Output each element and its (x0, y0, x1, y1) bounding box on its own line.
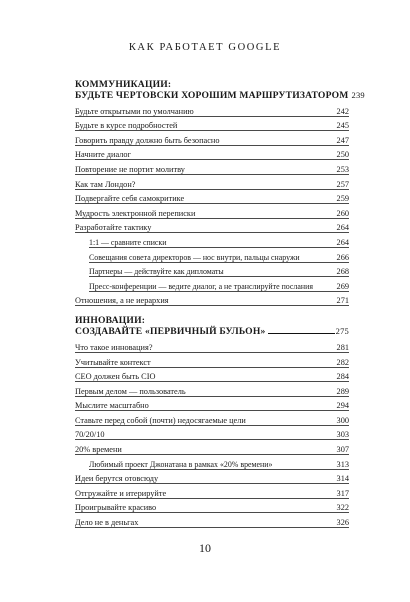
entry-page-number: 250 (336, 150, 349, 160)
entry-page-number: 245 (336, 121, 349, 131)
entry-page-number: 313 (336, 459, 349, 469)
entry-page-number: 314 (336, 474, 349, 484)
entry-title: Учитывайте контекст (75, 357, 151, 367)
entry-title: Совещания совета директоров — нос внутри, пальцы снаружи (89, 252, 300, 262)
entry-page-number: 284 (336, 372, 349, 382)
entry-title: Первым делом — пользователь (75, 386, 186, 396)
entry-title: Ставьте перед собой (почти) недосягаемые цели (75, 415, 246, 425)
entry-title: Пресс-конференции — ведите диалог, а не транслируйте послания (89, 281, 313, 291)
entry-title: Проигрывайте красиво (75, 503, 157, 513)
entry-title: 1:1 — сравните списки (89, 237, 167, 247)
entry-page-number: 266 (336, 252, 349, 262)
toc-entry (75, 292, 349, 307)
toc-entry (75, 499, 349, 514)
toc-entry (75, 338, 349, 353)
entry-page-number: 264 (336, 223, 349, 233)
entry-page-number: 294 (336, 401, 349, 411)
toc-entry (75, 368, 349, 383)
entry-title: Разработайте тактику (75, 223, 152, 233)
leader-rule (268, 333, 335, 334)
entry-page-number: 242 (336, 106, 349, 116)
toc-entry (75, 440, 349, 455)
section-title-line1: ИННОВАЦИИ: (75, 315, 146, 327)
toc-subentry (75, 263, 349, 278)
section-title-line2: СОЗДАВАЙТЕ «ПЕРВИЧНЫЙ БУЛЬОН» (75, 326, 266, 338)
toc-entry (75, 382, 349, 397)
entry-page-number: 257 (336, 179, 349, 189)
toc-entry (75, 204, 349, 219)
entry-page-number: 322 (336, 503, 349, 513)
entry-page-number: 281 (336, 342, 349, 352)
entry-page-number: 300 (336, 415, 349, 425)
page-number: 10 (199, 541, 211, 555)
entry-page-number: 269 (336, 281, 349, 291)
toc-entry (75, 470, 349, 485)
toc-entry (75, 175, 349, 190)
entry-page-number: 307 (336, 445, 349, 455)
section-title-line2: БУДЬТЕ ЧЕРТОВСКИ ХОРОШИМ МАРШРУТИЗАТОРОМ (75, 90, 349, 101)
entry-title: Мыслите масштабно (75, 401, 149, 411)
entry-title: 70/20/10 (75, 430, 105, 440)
toc-entry (75, 484, 349, 499)
entry-title: Повторение не портит молитву (75, 164, 185, 174)
entry-title: Идеи берутся отовсюду (75, 474, 159, 484)
toc-subentry (75, 455, 349, 470)
toc-entry (75, 160, 349, 175)
entry-page-number: 289 (336, 386, 349, 396)
entry-page-number: 264 (336, 237, 349, 247)
entry-page-number: 259 (336, 194, 349, 204)
entry-page-number: 268 (336, 267, 349, 277)
running-head: КАК РАБОТАЕТ GOOGLE (128, 42, 282, 53)
section-heading (75, 316, 349, 337)
entry-page-number: 303 (336, 430, 349, 440)
toc-entry (75, 513, 349, 528)
entry-title: Будьте в курсе подробностей (75, 121, 178, 131)
entry-title: Партнеры — действуйте как дипломаты (89, 267, 224, 277)
entry-title: Дело не в деньгах (75, 518, 139, 528)
entry-page-number: 317 (336, 488, 349, 498)
toc-entry (75, 353, 349, 368)
table-of-contents (75, 70, 365, 528)
entry-title: Как там Лондон? (75, 179, 136, 189)
entry-title: CEO должен быть CIO (75, 372, 156, 382)
section-title-line1: КОММУНИКАЦИИ: (75, 79, 172, 90)
entry-page-number: 326 (336, 518, 349, 528)
entry-page-number: 271 (336, 296, 349, 306)
toc-subentry (75, 277, 349, 292)
toc-entry (75, 411, 349, 426)
entry-title: Отгружайте и итерируйте (75, 488, 167, 498)
entry-page-number: 253 (336, 164, 349, 174)
toc-subentry (75, 233, 349, 248)
toc-entry (75, 146, 349, 161)
toc-subentry (75, 248, 349, 263)
toc-entry (75, 190, 349, 205)
toc-entry (75, 397, 349, 412)
entry-title: Любимый проект Джонатана в рамках «20% времени» (89, 459, 273, 469)
toc-entry (75, 219, 349, 234)
toc-entry (75, 426, 349, 441)
entry-page-number: 282 (336, 357, 349, 367)
entry-title: Мудрость электронной переписки (75, 208, 196, 218)
entry-title: Отношения, а не иерархия (75, 296, 169, 306)
section-page-number: 275 (335, 326, 349, 337)
entry-title: Говорить правду должно быть безопасно (75, 135, 220, 145)
section-page-number: 239 (351, 90, 365, 100)
toc-entry (75, 131, 349, 146)
section-heading (75, 79, 365, 101)
entry-title: Начните диалог (75, 150, 131, 160)
entry-title: Будьте открытыми по умолчанию (75, 106, 194, 116)
entry-page-number: 247 (336, 135, 349, 145)
toc-entry (75, 117, 349, 132)
toc-entry (75, 102, 349, 117)
entry-page-number: 260 (336, 208, 349, 218)
entry-title: Подвергайте себя самокритике (75, 194, 185, 204)
entry-title: Что такое инновация? (75, 342, 153, 352)
entry-title: 20% времени (75, 445, 122, 455)
